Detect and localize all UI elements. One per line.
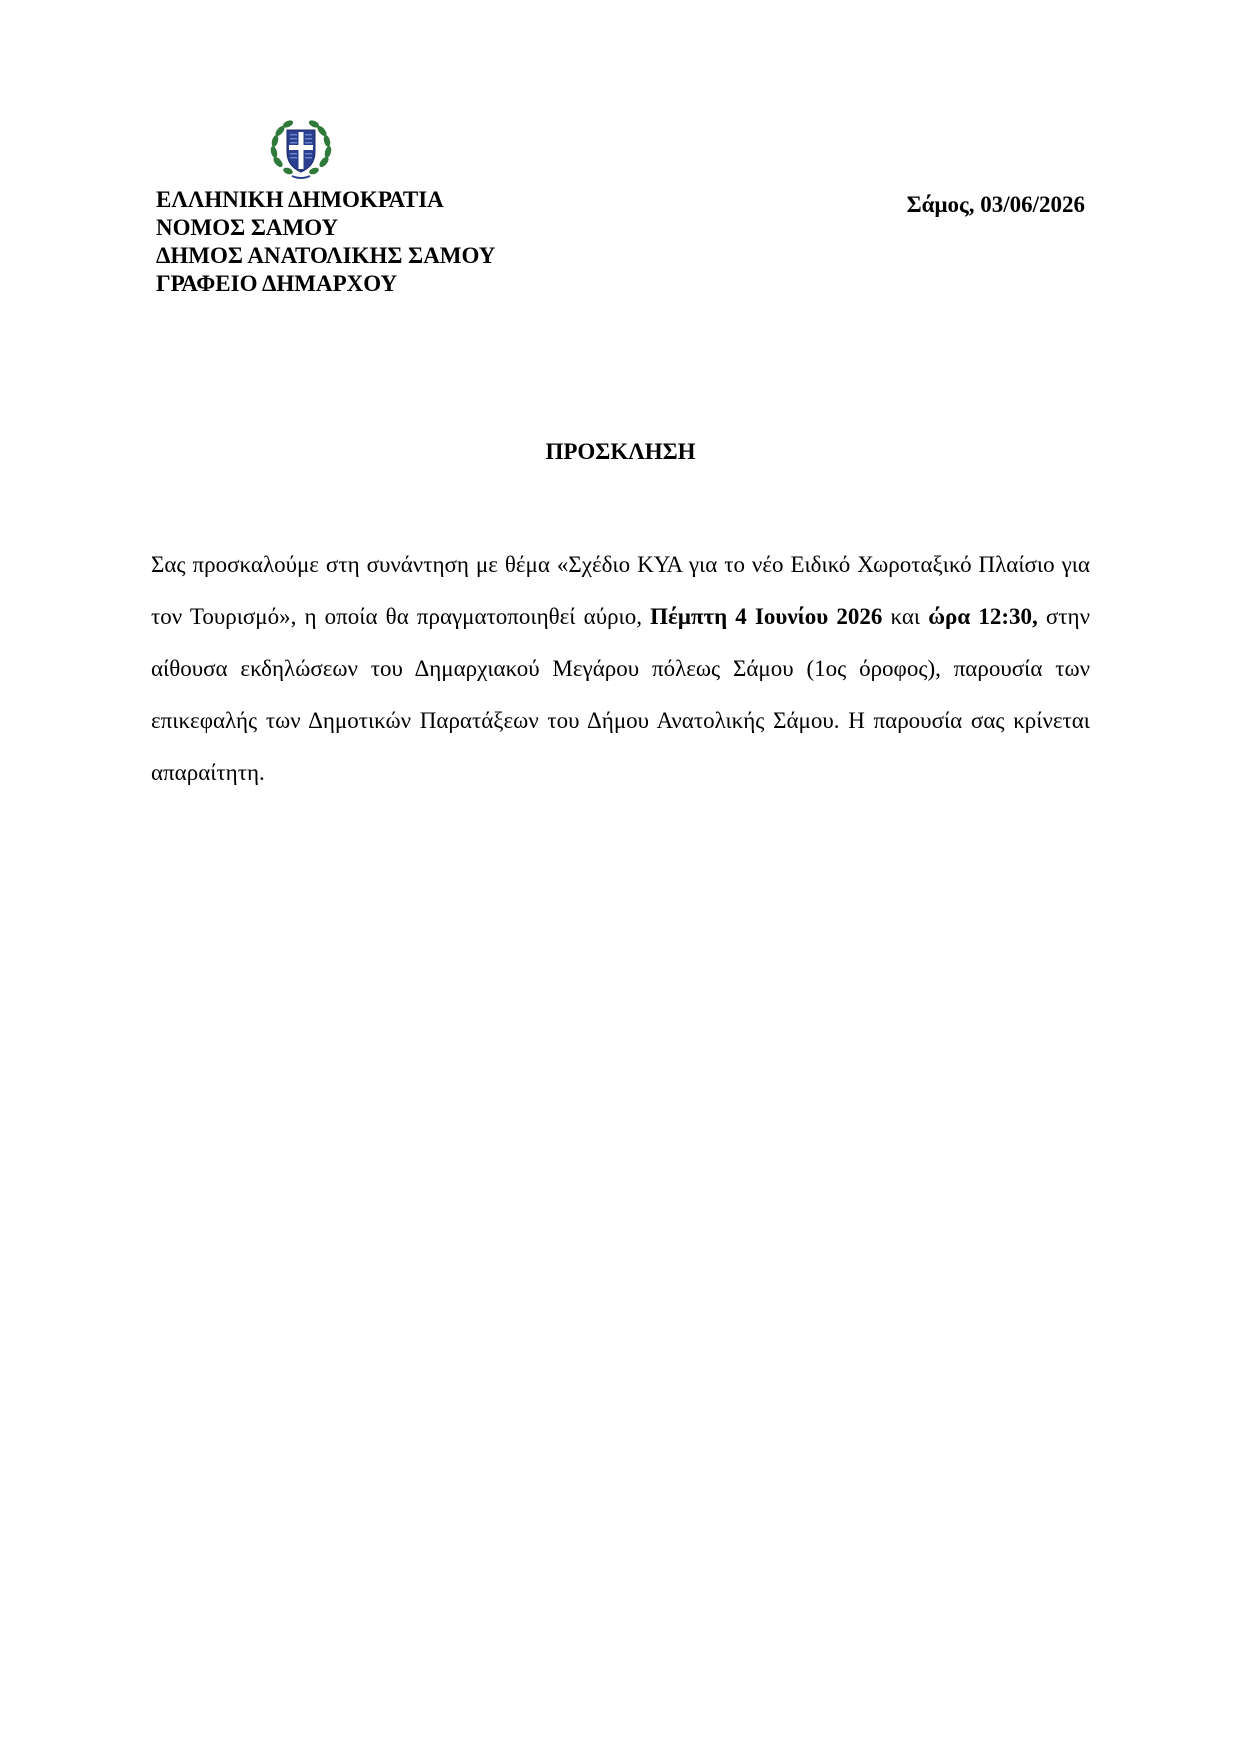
- body-text-part-2: και: [882, 604, 929, 629]
- document-title: ΠΡΟΣΚΛΗΣΗ: [545, 439, 696, 464]
- document-date: Σάμος, 03/06/2026: [906, 192, 1085, 217]
- header-line-office: ΓΡΑΦΕΙΟ ΔΗΜΑΡΧΟΥ: [156, 271, 398, 296]
- body-text-part-3: στην αίθουσα εκδηλώσεων του Δημαρχιακού Μεγάρου πόλεως Σάμου (1ος όροφος), παρουσία των επικεφαλής των Δημοτικών Παρατάξεων του Δήμου Ανατολικής Σάμου. Η παρουσία σας κρίνεται απαραίτητη.: [151, 604, 1090, 785]
- meeting-time: ώρα 12:30,: [928, 604, 1038, 629]
- greek-coat-of-arms-icon: [268, 116, 334, 182]
- issuer-header: [156, 186, 676, 298]
- meeting-date: Πέμπτη 4 Ιουνίου 2026: [650, 604, 883, 629]
- header-line-prefecture: ΝΟΜΟΣ ΣΑΜΟΥ: [156, 215, 339, 240]
- header-line-municipality: ΔΗΜΟΣ ΑΝΑΤΟΛΙΚΗΣ ΣΑΜΟΥ: [156, 243, 496, 268]
- body-text-part-1: Σας προσκαλούμε στη συνάντηση με θέμα «Σχέδιο ΚΥΑ για το νέο Ειδικό Χωροταξικό Πλαίσιο για τον Τουρισμό», η οποία θα πραγματοποιηθεί αύριο,: [151, 552, 1090, 629]
- invitation-body: [151, 539, 1090, 799]
- header-line-republic: ΕΛΛΗΝΙΚΗ ΔΗΜΟΚΡΑΤΙΑ: [156, 187, 444, 212]
